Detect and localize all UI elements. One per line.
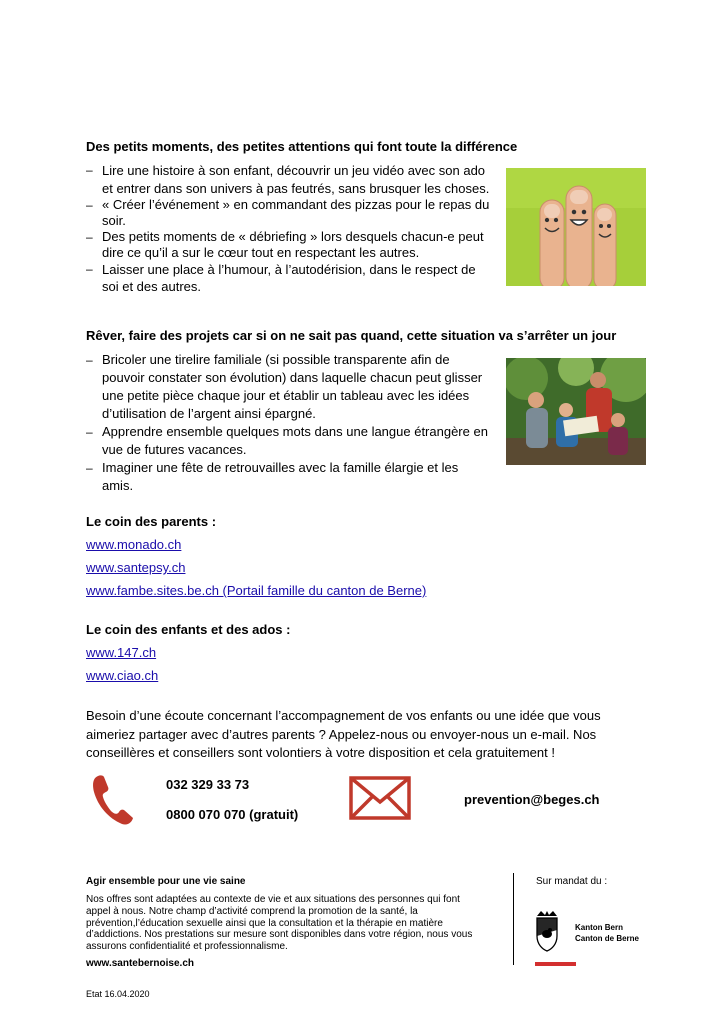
phone-icon — [90, 772, 136, 826]
link-ciao[interactable]: www.ciao.ch — [86, 668, 159, 683]
canton-line-1: Kanton Bern — [575, 923, 623, 932]
phone-number-2[interactable]: 0800 070 070 (gratuit) — [166, 807, 299, 822]
kids-heading: Le coin des enfants et des ados : — [86, 622, 291, 637]
list-item: – « Créer l’événement » en commandant des pizzas pour le repas du soir. — [86, 197, 490, 228]
phone-number-1[interactable]: 032 329 33 73 — [166, 777, 250, 792]
link-fambe[interactable]: www.fambe.sites.be.ch (Portail famille du canton de Berne) — [86, 583, 427, 598]
contact-paragraph: Besoin d’une écoute concernant l’accompagnement de vos enfants ou une idée que vous aimeriez partager avec d’autres parents ? Appelez-nous ou envoyer-nous un e-mail. Nos conseillères et conseillers sont volontiers à votre disposition et cela gratuitement ! — [86, 708, 601, 760]
section2-heading: Rêver, faire des projets car si on ne sait pas quand, cette situation va s’arrêter un jour — [86, 328, 617, 343]
date-label: Etat 16.04.2020 — [86, 989, 150, 999]
footer-divider — [513, 873, 514, 965]
list-item: – Imaginer une fête de retrouvailles avec la famille élargie et les amis. — [86, 460, 459, 493]
list-item: – Bricoler une tirelire familiale (si possible transparente afin de pouvoir constater son évolution) dans laquelle chacun peut glisser une petite pièce chaque jour et établir un tableau avec les idées d’utilisation de l’argent ainsi épargné. — [86, 352, 483, 421]
finger-smileys-image — [506, 168, 646, 286]
link-santepsy[interactable]: www.santepsy.ch — [86, 560, 186, 575]
footer-title: Agir ensemble pour une vie saine — [86, 876, 246, 887]
email-address[interactable]: prevention@beges.ch — [464, 792, 600, 807]
section1-list — [86, 162, 490, 295]
link-monado[interactable]: www.monado.ch — [86, 537, 182, 552]
family-hiking-image — [506, 358, 646, 465]
mandate-label: Sur mandat du : — [536, 876, 608, 887]
canton-name — [575, 922, 639, 944]
list-item: – Lire une histoire à son enfant, découvrir un jeu vidéo avec son ado et entrer dans son univers à pas feutrés, sans brusquer les choses. — [86, 163, 490, 196]
bern-crest-icon — [535, 910, 559, 952]
footer-text: Nos offres sont adaptées au contexte de vie et aux situations des personnes qui font appel à nous. Notre champ d’activité comprend la promotion de la santé, la prévention,l’éducation sexuelle ainsi que la consultation et la thérapie en matière d’addictions. Nos prestations sur mesure sont disponibles dans votre région, nous vous assurons confidentialité et professionnalisme. — [86, 894, 473, 953]
section2-list — [86, 351, 490, 495]
list-item: – Laisser une place à l’humour, à l’autodérision, dans le respect de soi et des autres. — [86, 262, 476, 294]
canton-line-2: Canton de Berne — [575, 934, 640, 943]
section1-heading: Des petits moments, des petites attentions qui font toute la différence — [86, 139, 518, 154]
parents-heading: Le coin des parents : — [86, 514, 217, 529]
footer-website[interactable]: www.santebernoise.ch — [86, 958, 194, 969]
list-item: – Des petits moments de « débriefing » lors desquels chacun-e peut dire ce qu’il a sur le cœur tout en respectant les autres. — [86, 229, 484, 260]
mail-icon — [349, 776, 411, 820]
link-147[interactable]: www.147.ch — [86, 645, 157, 660]
list-item: – Apprendre ensemble quelques mots dans une langue étrangère en vue de futures vacances. — [86, 424, 488, 457]
canton-accent-bar — [535, 962, 576, 966]
